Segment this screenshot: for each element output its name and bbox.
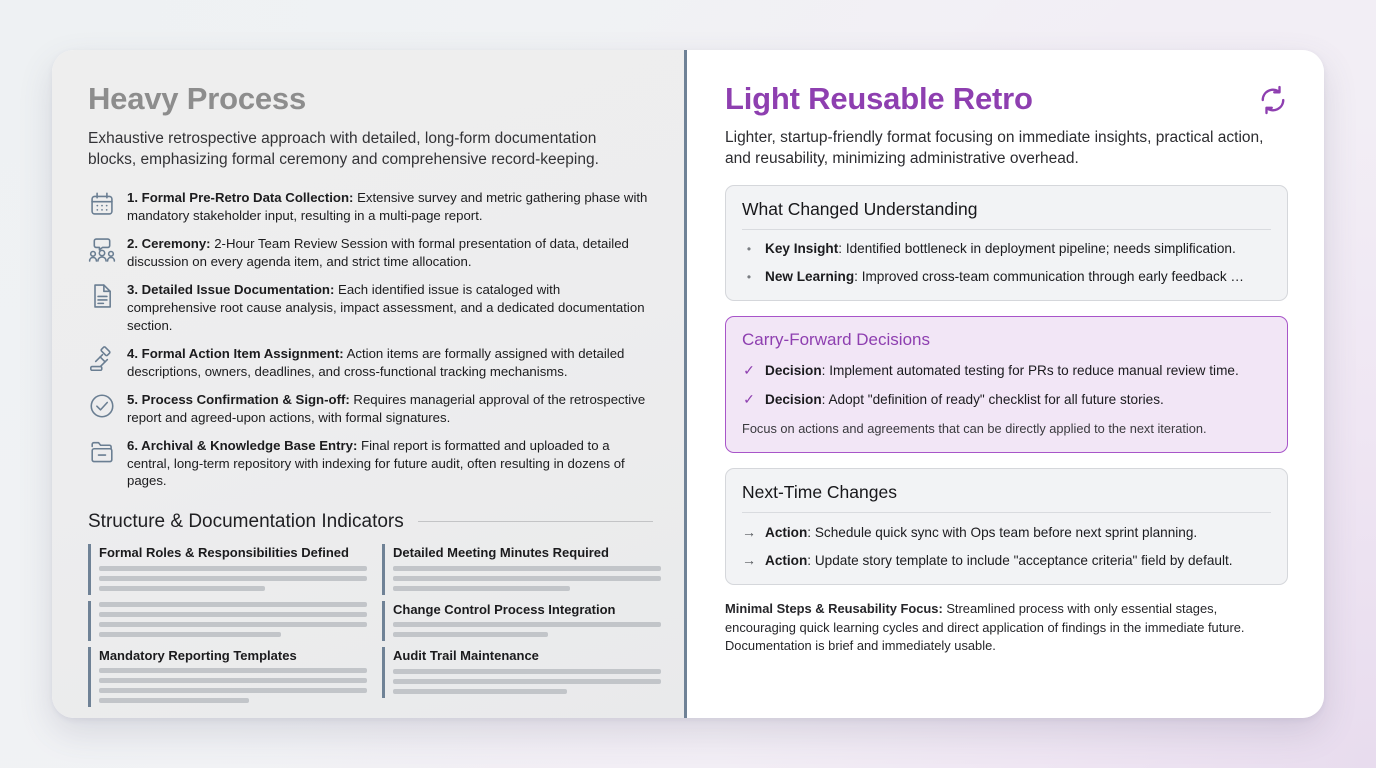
card-list-item-text xyxy=(765,362,1239,380)
archive-icon xyxy=(88,438,116,466)
indicator-block xyxy=(382,647,661,698)
heavy-process-subtitle: Exhaustive retrospective approach with detailed, long-form documentation blocks, emphasizing formal ceremony and comprehensive record-keeping. xyxy=(88,129,599,168)
card-list-item-label: Key Insight xyxy=(765,241,839,257)
card-list-item-text xyxy=(765,552,1233,570)
card-list-item-label: Action xyxy=(765,524,808,540)
card-list-item xyxy=(742,268,1271,286)
heavy-process-step-body: Each identified issue is cataloged with comprehensive root cause analysis, impact assessment, and a dedicated documentation section. xyxy=(127,282,645,333)
arrow-right-icon: → xyxy=(742,523,756,540)
team-discussion-icon xyxy=(88,236,116,264)
card-list-item-text xyxy=(765,240,1236,258)
heavy-process-step xyxy=(88,235,653,270)
indicators-column-right xyxy=(382,544,661,707)
indicator-placeholder-line xyxy=(99,576,367,581)
indicators-grid xyxy=(88,544,653,707)
indicator-placeholder-line xyxy=(99,622,367,627)
light-retro-panel xyxy=(687,50,1324,718)
indicator-label: Detailed Meeting Minutes Required xyxy=(393,544,609,560)
indicator-block xyxy=(88,601,367,641)
indicator-placeholder-line xyxy=(393,632,548,637)
check-icon: ✓ xyxy=(743,390,755,407)
indicator-placeholder-line xyxy=(393,576,661,581)
light-retro-title: Light Reusable Retro xyxy=(725,81,1033,116)
bullet-icon: • xyxy=(746,269,752,284)
heavy-process-step-text xyxy=(127,235,653,270)
card-list-item-text xyxy=(765,391,1164,409)
indicator-placeholder-line xyxy=(99,566,367,571)
heavy-process-title: Heavy Process xyxy=(88,81,307,116)
indicator-block xyxy=(88,544,367,595)
heavy-process-step-list xyxy=(88,189,653,490)
card-title: What Changed Understanding xyxy=(742,199,1271,230)
card-note: Focus on actions and agreements that can be directly applied to the next iteration. xyxy=(742,421,1207,437)
heavy-process-step-text xyxy=(127,281,653,334)
indicator-placeholder-line xyxy=(99,632,281,637)
indicator-placeholder-line xyxy=(99,586,265,591)
card-list-item xyxy=(742,361,1271,380)
heavy-process-step-body: Requires managerial approval of the retrospective report and agreed-upon actions, with formal signatures. xyxy=(127,392,646,425)
card-carry-forward-decisions xyxy=(725,316,1288,452)
card-title: Next-Time Changes xyxy=(742,482,1271,513)
gavel-icon xyxy=(88,346,116,374)
card-list-item-label: Action xyxy=(765,552,808,568)
heavy-process-step-label: 2. Ceremony: xyxy=(127,236,211,252)
card-list-item-label: Decision xyxy=(765,391,822,407)
card-list-item-body: : Adopt "definition of ready" checklist for all future stories. xyxy=(821,391,1164,407)
card-list-item-body: : Improved cross-team communication through early feedback … xyxy=(854,268,1244,284)
card-list-item xyxy=(742,390,1271,409)
light-retro-header xyxy=(725,83,1288,116)
heavy-process-step-body: Action items are formally assigned with detailed descriptions, owners, deadlines, and cross-functional tracking mechanisms. xyxy=(127,346,625,379)
indicators-column-left xyxy=(88,544,367,707)
indicator-label: Change Control Process Integration xyxy=(393,601,616,617)
card-list-item-label: New Learning xyxy=(765,268,855,284)
comparison-card xyxy=(52,50,1324,718)
indicator-placeholder-line xyxy=(99,688,367,693)
heavy-process-step-text xyxy=(127,345,653,380)
refresh-sync-icon[interactable] xyxy=(1258,85,1288,115)
card-list-item-body: : Schedule quick sync with Ops team before next sprint planning. xyxy=(807,524,1198,540)
heavy-process-step xyxy=(88,345,653,380)
indicators-header xyxy=(88,511,653,533)
indicator-placeholder-line xyxy=(99,612,367,617)
check-icon: ✓ xyxy=(743,362,755,379)
indicator-block xyxy=(382,544,661,595)
indicator-placeholder-line xyxy=(99,602,367,607)
indicators-section xyxy=(88,511,653,707)
card-list-item xyxy=(742,523,1271,542)
indicator-block xyxy=(88,647,367,708)
heavy-process-step xyxy=(88,281,653,334)
heavy-process-step-body: 2-Hour Team Review Session with formal presentation of data, detailed discussion on every agenda item, and strict time allocation. xyxy=(127,236,629,269)
heavy-process-step xyxy=(88,437,653,490)
indicator-placeholder-line xyxy=(393,586,570,591)
heavy-process-step xyxy=(88,391,653,426)
light-retro-card-list xyxy=(725,185,1288,585)
heavy-process-step-text xyxy=(127,391,653,426)
heavy-process-step-label: 5. Process Confirmation & Sign-off: xyxy=(127,392,350,408)
card-what-changed-understanding xyxy=(725,185,1288,301)
indicator-placeholder-line xyxy=(99,678,367,683)
light-retro-footer-label: Minimal Steps & Reusability Focus: xyxy=(725,601,943,617)
card-list-item-body: : Implement automated testing for PRs to reduce manual review time. xyxy=(821,363,1239,379)
indicator-block xyxy=(382,601,661,642)
light-retro-footer xyxy=(725,600,1288,655)
check-circle-icon xyxy=(88,392,116,420)
card-list-item xyxy=(742,551,1271,570)
arrow-right-icon: → xyxy=(742,551,756,568)
indicator-placeholder-line xyxy=(99,668,367,673)
indicator-label: Formal Roles & Responsibilities Defined xyxy=(99,544,349,560)
card-list-item-text xyxy=(765,524,1197,542)
light-retro-subtitle: Lighter, startup-friendly format focusing on immediate insights, practical action, and reusability, minimizing administrative overhead. xyxy=(725,128,1264,167)
calendar-icon xyxy=(88,190,116,218)
heavy-process-step-label: 3. Detailed Issue Documentation: xyxy=(127,282,335,298)
heavy-process-step xyxy=(88,189,653,224)
indicator-placeholder-line xyxy=(393,566,661,571)
heavy-process-step-body: Extensive survey and metric gathering phase with mandatory stakeholder input, resulting in a multi-page report. xyxy=(127,190,648,223)
card-title: Carry-Forward Decisions xyxy=(742,330,930,350)
bullet-icon: • xyxy=(746,242,752,257)
indicator-placeholder-line xyxy=(99,698,249,703)
heavy-process-panel xyxy=(52,50,687,718)
indicator-placeholder-line xyxy=(393,622,661,627)
card-list-item-text xyxy=(765,268,1244,286)
heavy-process-step-body: Final report is formatted and uploaded to a central, long-term repository with indexing for future audit, often resulting in dozens of pages. xyxy=(127,438,625,489)
indicator-label: Mandatory Reporting Templates xyxy=(99,647,297,663)
light-retro-footer-body: Streamlined process with only essential stages, encouraging quick learning cycles and direct application of findings in the immediate future. Documentation is brief and immediately usable. xyxy=(725,601,1245,654)
indicators-title: Structure & Documentation Indicators xyxy=(88,510,404,532)
indicator-placeholder-line xyxy=(393,689,567,694)
heavy-process-step-text xyxy=(127,189,653,224)
card-list-item-body: : Update story template to include "acceptance criteria" field by default. xyxy=(807,552,1233,568)
card-list-item-body: : Identified bottleneck in deployment pipeline; needs simplification. xyxy=(838,241,1236,257)
heavy-process-step-label: 1. Formal Pre-Retro Data Collection: xyxy=(127,190,354,206)
indicator-label: Audit Trail Maintenance xyxy=(393,648,539,664)
card-list-item-label: Decision xyxy=(765,363,822,379)
document-icon xyxy=(88,282,116,310)
heavy-process-step-label: 6. Archival & Knowledge Base Entry: xyxy=(127,438,358,454)
card-next-time-changes xyxy=(725,468,1288,586)
card-list-item xyxy=(742,240,1271,258)
indicator-placeholder-line xyxy=(393,679,661,684)
heavy-process-step-text xyxy=(127,437,653,490)
indicator-placeholder-line xyxy=(393,669,661,674)
heavy-process-step-label: 4. Formal Action Item Assignment: xyxy=(127,346,344,362)
indicators-divider xyxy=(418,521,653,522)
